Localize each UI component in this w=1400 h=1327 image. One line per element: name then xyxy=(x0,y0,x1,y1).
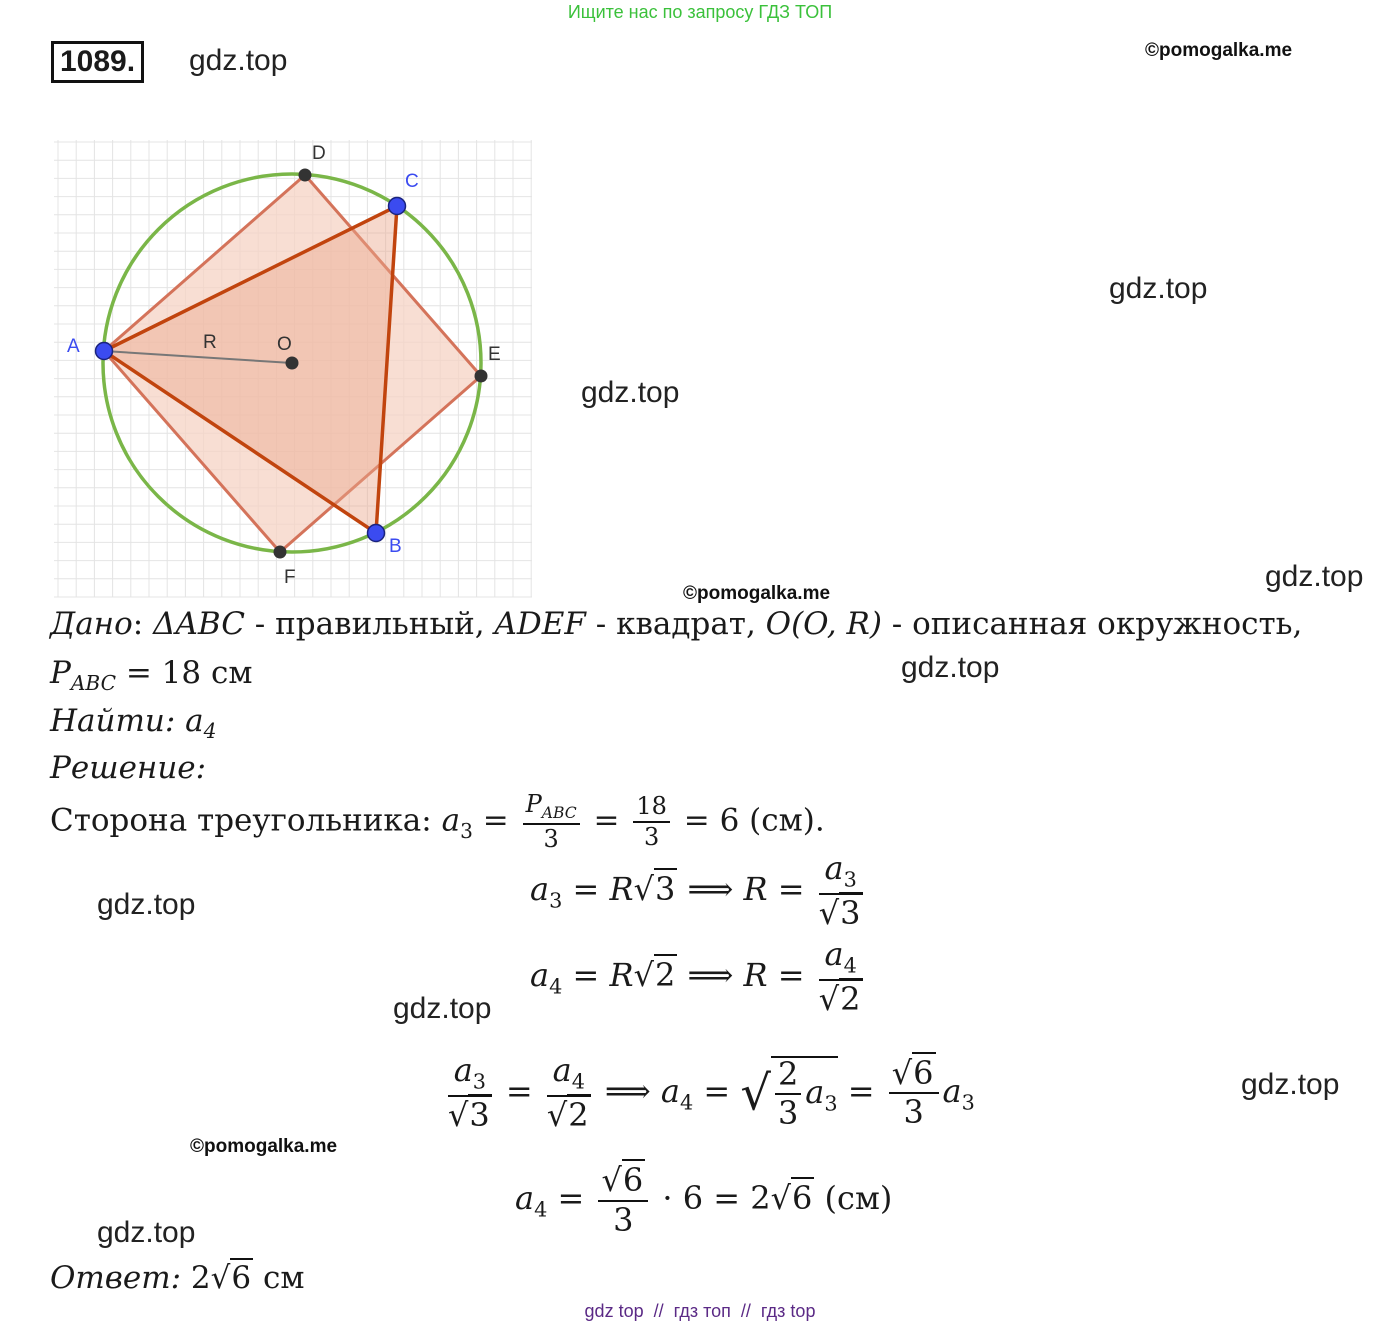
equals: = xyxy=(495,1071,543,1110)
fraction xyxy=(818,849,863,933)
implies: ⟹ xyxy=(594,1071,661,1110)
watermark: gdz.top xyxy=(1265,560,1364,593)
label-b: B xyxy=(389,536,402,557)
step-final-computation xyxy=(515,1161,893,1239)
square-root: √2 xyxy=(818,980,861,1019)
fraction xyxy=(546,1051,591,1135)
sub: ABC xyxy=(541,803,577,822)
radicand: 6 xyxy=(231,1260,252,1296)
sub: 3 xyxy=(472,1069,487,1094)
perimeter-line xyxy=(50,655,252,695)
fraction xyxy=(448,1051,492,1135)
sub: 4 xyxy=(679,1090,694,1115)
label-d: D xyxy=(312,143,326,164)
perimeter-sub: ABC xyxy=(70,671,116,696)
find-label: Найти: xyxy=(50,703,186,739)
equals: = xyxy=(693,1071,741,1110)
denominator: 3 xyxy=(543,825,559,854)
symbol-a: a xyxy=(441,802,461,839)
answer-line xyxy=(50,1260,304,1296)
radicand: 6 xyxy=(792,1179,813,1218)
radicand: 3 xyxy=(469,1096,490,1135)
watermark: gdz.top xyxy=(581,376,680,409)
sub: 4 xyxy=(534,1197,548,1222)
fraction xyxy=(633,791,670,852)
sub: 3 xyxy=(549,888,563,913)
watermark: gdz.top xyxy=(393,992,492,1025)
denominator: 3 xyxy=(644,823,660,852)
fraction xyxy=(523,792,580,852)
given-text: - квадрат, xyxy=(585,606,766,642)
implies: ⟹ xyxy=(677,869,744,908)
square-root: √6 xyxy=(891,1053,934,1092)
multiply: · 6 = 2 xyxy=(652,1179,771,1218)
given-triangle: ΔABC xyxy=(153,606,245,642)
answer-label: Ответ: xyxy=(50,1260,191,1296)
numerator: a xyxy=(824,935,844,973)
given-square: ADEF xyxy=(494,606,586,642)
fraction xyxy=(889,1053,939,1132)
equals: = xyxy=(767,955,815,994)
radicand: 6 xyxy=(622,1161,644,1199)
point-b xyxy=(368,525,385,542)
big-root-sign: √ xyxy=(740,1065,771,1122)
step-text: Сторона треугольника: xyxy=(50,802,442,839)
numerator: 18 xyxy=(633,794,670,823)
sub: 4 xyxy=(843,953,857,978)
symbol-a: a xyxy=(942,1071,962,1110)
watermark: gdz.top xyxy=(1109,272,1208,305)
radicand: 2 xyxy=(840,980,861,1019)
symbol-r: R xyxy=(743,955,768,994)
implies: ⟹ xyxy=(677,955,744,994)
symbol-a: a xyxy=(530,955,550,994)
sub: 3 xyxy=(460,818,473,843)
result: = 6 (см). xyxy=(673,802,825,839)
given-label: Дано xyxy=(50,606,133,642)
label-o: O xyxy=(277,334,292,355)
point-d xyxy=(299,169,312,182)
label-a: A xyxy=(67,336,80,357)
top-banner: Ищите нас по запросу ГДЗ ТОП xyxy=(567,2,833,22)
numerator: P xyxy=(525,790,542,818)
geometry-figure xyxy=(50,135,540,600)
fraction xyxy=(598,1161,648,1239)
perimeter-value: = 18 см xyxy=(116,655,253,691)
solution-label: Решение: xyxy=(50,750,207,786)
given-circle: O(O, R) xyxy=(765,606,882,642)
denominator: 3 xyxy=(613,1200,634,1239)
copyright-top: ©pomogalka.me xyxy=(1145,40,1293,61)
equals: = xyxy=(472,802,519,839)
square-root: √2 xyxy=(633,955,676,994)
answer-unit: см xyxy=(253,1260,305,1296)
symbol-r: R xyxy=(609,955,634,994)
label-r: R xyxy=(203,332,217,353)
point-e xyxy=(475,370,488,383)
copyright-watermark: ©pomogalka.me xyxy=(190,1136,338,1157)
numerator: a xyxy=(824,849,844,887)
fraction xyxy=(818,935,863,1019)
symbol-r: R xyxy=(743,869,768,908)
square-root: √3 xyxy=(633,869,676,908)
copyright-watermark: ©pomogalka.me xyxy=(683,583,831,604)
numerator: 2 xyxy=(775,1058,801,1096)
numerator: a xyxy=(552,1051,572,1089)
point-c xyxy=(389,198,406,215)
big-radicand xyxy=(771,1056,838,1131)
watermark: gdz.top xyxy=(901,651,1000,684)
symbol-a: a xyxy=(660,1071,680,1110)
fraction xyxy=(775,1054,801,1133)
answer-value: 2 xyxy=(190,1260,211,1296)
problem-number: 1089. xyxy=(51,41,144,83)
label-c: C xyxy=(405,171,419,192)
square-root: √2 xyxy=(546,1096,589,1135)
footer-links: gdz top // гдз топ // гдз top xyxy=(584,1301,816,1321)
radicand: 2 xyxy=(654,955,676,994)
equals: = xyxy=(562,869,610,908)
step-a4-formula xyxy=(530,935,867,1019)
square-root: √6 xyxy=(601,1161,644,1199)
symbol-r: R xyxy=(609,869,634,908)
perimeter-symbol: P xyxy=(50,655,71,691)
square-root: √6 xyxy=(210,1260,252,1296)
symbol-a: a xyxy=(530,869,550,908)
equals: = xyxy=(562,955,610,994)
sub: 4 xyxy=(571,1069,585,1094)
square-root: √6 xyxy=(770,1179,813,1218)
point-f xyxy=(274,546,287,559)
denominator: 3 xyxy=(903,1093,924,1132)
radicand: 3 xyxy=(654,869,676,908)
step-ratio xyxy=(444,1051,975,1135)
radicand: 6 xyxy=(913,1053,934,1092)
sub: 3 xyxy=(961,1090,975,1115)
find-value: a xyxy=(185,703,204,739)
equals: = xyxy=(583,802,630,839)
radicand: 3 xyxy=(840,894,861,933)
given-text: - описанная окружность, xyxy=(881,606,1303,642)
sub: 3 xyxy=(843,867,857,892)
sub: 3 xyxy=(824,1091,838,1116)
find-line xyxy=(50,703,216,743)
label-e: E xyxy=(488,344,501,365)
equals: = xyxy=(547,1179,595,1218)
step-a3-formula xyxy=(530,849,867,933)
find-sub: 4 xyxy=(203,719,217,744)
square-root: √3 xyxy=(818,894,861,933)
label-f: F xyxy=(284,567,296,588)
step-side-of-triangle xyxy=(50,792,825,852)
numerator: a xyxy=(453,1051,473,1089)
watermark: gdz.top xyxy=(1241,1068,1340,1101)
given-text: - правильный, xyxy=(244,606,495,642)
square-root: √3 xyxy=(448,1096,490,1135)
equals: = xyxy=(837,1071,885,1110)
denominator: 3 xyxy=(777,1094,799,1133)
sub: 4 xyxy=(549,974,563,999)
unit: (см) xyxy=(814,1179,893,1218)
watermark: gdz.top xyxy=(97,1216,196,1249)
radicand: 2 xyxy=(568,1096,589,1135)
equals: = xyxy=(767,869,815,908)
watermark: gdz.top xyxy=(97,888,196,921)
symbol-a: a xyxy=(515,1179,535,1218)
point-o xyxy=(286,357,299,370)
given-line: Дано: ΔABC - правильный, ADEF - квадрат, O(O, R) - описанная окружность, xyxy=(50,606,1303,642)
point-a xyxy=(96,343,113,360)
symbol-a: a xyxy=(805,1072,825,1111)
site-title: gdz.top xyxy=(189,44,288,77)
